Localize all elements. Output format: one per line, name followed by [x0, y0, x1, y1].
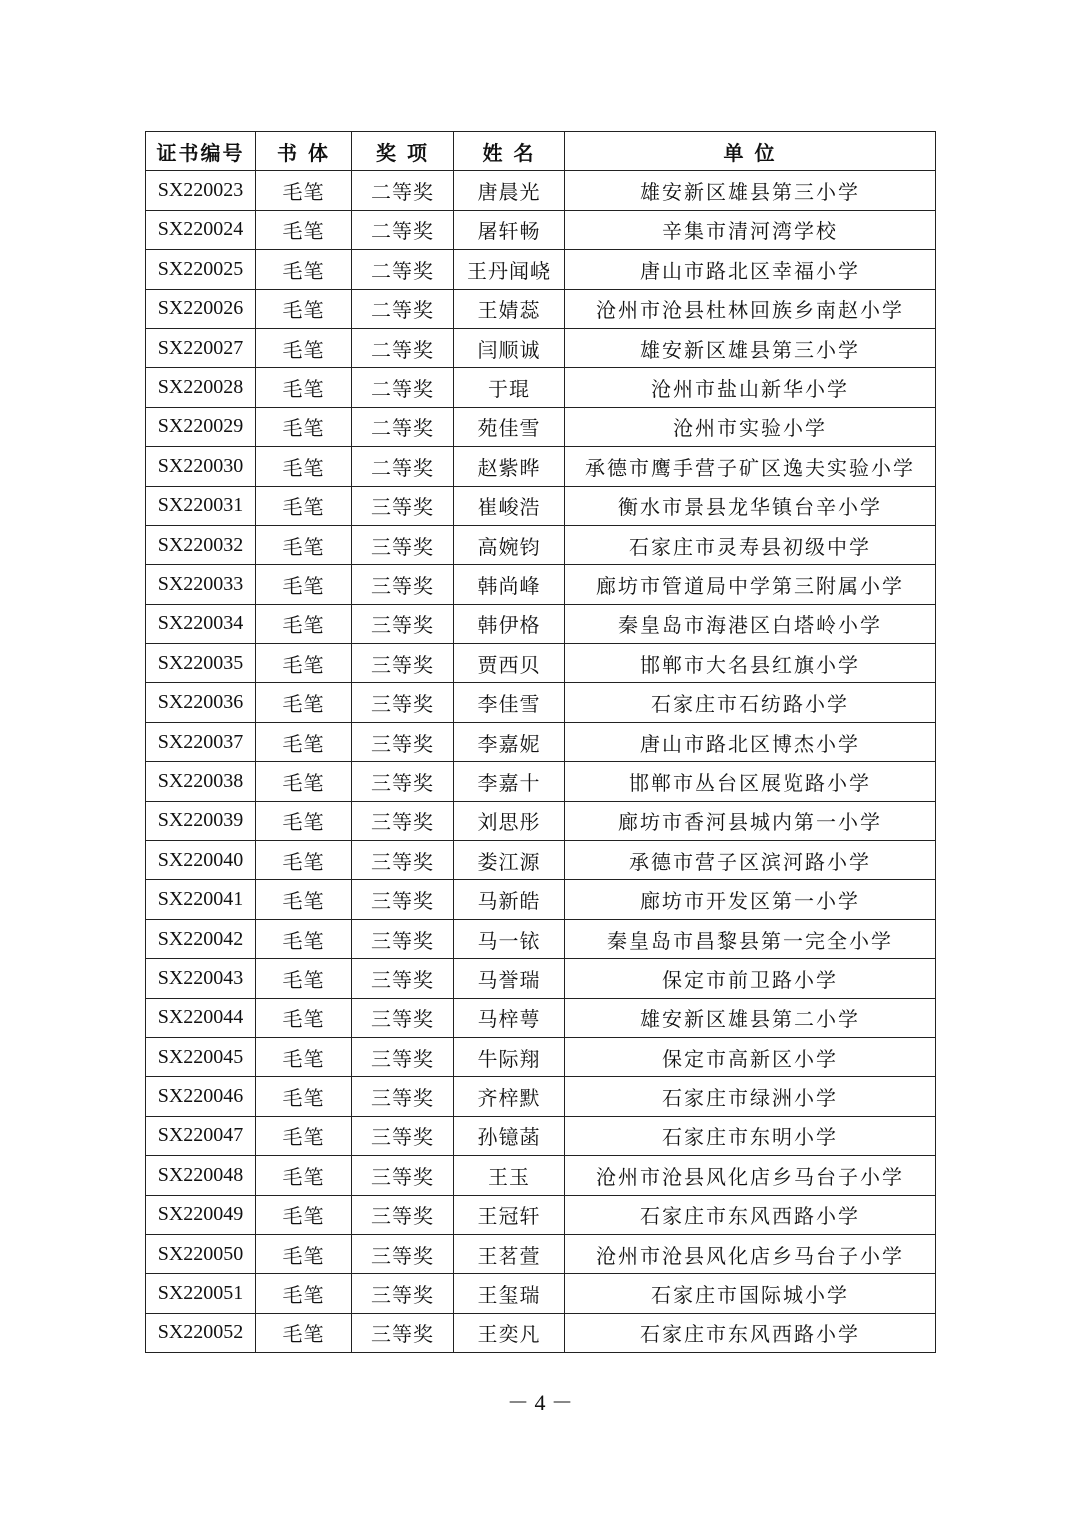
table-row — [146, 880, 936, 919]
table-row — [146, 998, 936, 1037]
unit-cell: 石家庄市东明小学 — [565, 1116, 936, 1155]
award-cell: 二等奖 — [352, 407, 454, 446]
unit-cell: 石家庄市东风西路小学 — [565, 1313, 936, 1352]
cert-number-cell: SX220036 — [146, 683, 256, 722]
script-type-cell: 毛笔 — [256, 407, 352, 446]
header-script-type: 书 体 — [256, 132, 352, 171]
table-row — [146, 1156, 936, 1195]
cert-number-cell: SX220037 — [146, 722, 256, 761]
cert-number-cell: SX220032 — [146, 525, 256, 564]
cert-number-cell: SX220050 — [146, 1234, 256, 1273]
script-type-cell: 毛笔 — [256, 1156, 352, 1195]
award-cell: 二等奖 — [352, 328, 454, 367]
award-cell: 三等奖 — [352, 683, 454, 722]
award-cell: 三等奖 — [352, 880, 454, 919]
award-cell: 三等奖 — [352, 1313, 454, 1352]
name-cell: 王玉 — [454, 1156, 565, 1195]
cert-number-cell: SX220048 — [146, 1156, 256, 1195]
award-cell: 二等奖 — [352, 447, 454, 486]
name-cell: 王婧蕊 — [454, 289, 565, 328]
award-cell: 三等奖 — [352, 1077, 454, 1116]
script-type-cell: 毛笔 — [256, 289, 352, 328]
unit-cell: 保定市前卫路小学 — [565, 959, 936, 998]
cert-number-cell: SX220052 — [146, 1313, 256, 1352]
table-row — [146, 1116, 936, 1155]
script-type-cell: 毛笔 — [256, 210, 352, 249]
script-type-cell: 毛笔 — [256, 959, 352, 998]
name-cell: 赵紫晔 — [454, 447, 565, 486]
unit-cell: 石家庄市国际城小学 — [565, 1274, 936, 1313]
unit-cell: 唐山市路北区博杰小学 — [565, 722, 936, 761]
script-type-cell: 毛笔 — [256, 328, 352, 367]
cert-number-cell: SX220029 — [146, 407, 256, 446]
unit-cell: 沧州市盐山新华小学 — [565, 368, 936, 407]
cert-number-cell: SX220041 — [146, 880, 256, 919]
script-type-cell: 毛笔 — [256, 1116, 352, 1155]
unit-cell: 邯郸市丛台区展览路小学 — [565, 762, 936, 801]
script-type-cell: 毛笔 — [256, 525, 352, 564]
table-row — [146, 841, 936, 880]
cert-number-cell: SX220033 — [146, 565, 256, 604]
table-row — [146, 368, 936, 407]
table-row — [146, 683, 936, 722]
cert-number-cell: SX220046 — [146, 1077, 256, 1116]
script-type-cell: 毛笔 — [256, 644, 352, 683]
script-type-cell: 毛笔 — [256, 447, 352, 486]
script-type-cell: 毛笔 — [256, 919, 352, 958]
cert-number-cell: SX220024 — [146, 210, 256, 249]
name-cell: 王奕凡 — [454, 1313, 565, 1352]
table-row — [146, 1234, 936, 1273]
cert-number-cell: SX220045 — [146, 1037, 256, 1076]
name-cell: 韩尚峰 — [454, 565, 565, 604]
unit-cell: 辛集市清河湾学校 — [565, 210, 936, 249]
unit-cell: 沧州市沧县风化店乡马台子小学 — [565, 1234, 936, 1273]
unit-cell: 沧州市沧县风化店乡马台子小学 — [565, 1156, 936, 1195]
award-cell: 三等奖 — [352, 1116, 454, 1155]
script-type-cell: 毛笔 — [256, 171, 352, 210]
award-cell: 三等奖 — [352, 919, 454, 958]
script-type-cell: 毛笔 — [256, 1313, 352, 1352]
table-body — [146, 171, 936, 1353]
script-type-cell: 毛笔 — [256, 1234, 352, 1273]
script-type-cell: 毛笔 — [256, 1037, 352, 1076]
unit-cell: 沧州市沧县杜林回族乡南赵小学 — [565, 289, 936, 328]
unit-cell: 石家庄市灵寿县初级中学 — [565, 525, 936, 564]
name-cell: 牛际翔 — [454, 1037, 565, 1076]
award-cell: 二等奖 — [352, 250, 454, 289]
cert-number-cell: SX220025 — [146, 250, 256, 289]
award-table — [145, 131, 936, 1353]
cert-number-cell: SX220038 — [146, 762, 256, 801]
table-row — [146, 447, 936, 486]
name-cell: 刘思彤 — [454, 801, 565, 840]
table-row — [146, 407, 936, 446]
name-cell: 李嘉十 — [454, 762, 565, 801]
script-type-cell: 毛笔 — [256, 486, 352, 525]
script-type-cell: 毛笔 — [256, 998, 352, 1037]
script-type-cell: 毛笔 — [256, 1195, 352, 1234]
name-cell: 韩伊格 — [454, 604, 565, 643]
cert-number-cell: SX220034 — [146, 604, 256, 643]
table-row — [146, 1313, 936, 1352]
cert-number-cell: SX220043 — [146, 959, 256, 998]
cert-number-cell: SX220039 — [146, 801, 256, 840]
unit-cell: 雄安新区雄县第三小学 — [565, 328, 936, 367]
unit-cell: 廊坊市开发区第一小学 — [565, 880, 936, 919]
award-cell: 三等奖 — [352, 762, 454, 801]
unit-cell: 雄安新区雄县第三小学 — [565, 171, 936, 210]
award-cell: 三等奖 — [352, 644, 454, 683]
table-row — [146, 604, 936, 643]
unit-cell: 承德市营子区滨河路小学 — [565, 841, 936, 880]
cert-number-cell: SX220042 — [146, 919, 256, 958]
cert-number-cell: SX220023 — [146, 171, 256, 210]
award-cell: 三等奖 — [352, 1037, 454, 1076]
script-type-cell: 毛笔 — [256, 1274, 352, 1313]
header-cert-number: 证书编号 — [146, 132, 256, 171]
script-type-cell: 毛笔 — [256, 801, 352, 840]
award-cell: 三等奖 — [352, 841, 454, 880]
cert-number-cell: SX220026 — [146, 289, 256, 328]
award-cell: 三等奖 — [352, 1195, 454, 1234]
award-cell: 二等奖 — [352, 289, 454, 328]
unit-cell: 秦皇岛市昌黎县第一完全小学 — [565, 919, 936, 958]
name-cell: 马一铱 — [454, 919, 565, 958]
cert-number-cell: SX220047 — [146, 1116, 256, 1155]
unit-cell: 廊坊市管道局中学第三附属小学 — [565, 565, 936, 604]
table-row — [146, 525, 936, 564]
page-number: － 4 － — [506, 1390, 573, 1415]
name-cell: 李佳雪 — [454, 683, 565, 722]
cert-number-cell: SX220051 — [146, 1274, 256, 1313]
table-row — [146, 328, 936, 367]
table-row — [146, 1195, 936, 1234]
cert-number-cell: SX220028 — [146, 368, 256, 407]
script-type-cell: 毛笔 — [256, 841, 352, 880]
name-cell: 娄江源 — [454, 841, 565, 880]
header-award: 奖 项 — [352, 132, 454, 171]
table-row — [146, 644, 936, 683]
table-row — [146, 801, 936, 840]
award-cell: 三等奖 — [352, 959, 454, 998]
name-cell: 贾西贝 — [454, 644, 565, 683]
name-cell: 唐晨光 — [454, 171, 565, 210]
table-row — [146, 171, 936, 210]
name-cell: 闫顺诚 — [454, 328, 565, 367]
table-row — [146, 565, 936, 604]
award-cell: 二等奖 — [352, 368, 454, 407]
award-cell: 三等奖 — [352, 486, 454, 525]
award-cell: 三等奖 — [352, 1156, 454, 1195]
unit-cell: 保定市高新区小学 — [565, 1037, 936, 1076]
script-type-cell: 毛笔 — [256, 604, 352, 643]
award-cell: 三等奖 — [352, 722, 454, 761]
unit-cell: 廊坊市香河县城内第一小学 — [565, 801, 936, 840]
name-cell: 孙镱菡 — [454, 1116, 565, 1155]
name-cell: 于琨 — [454, 368, 565, 407]
table-row — [146, 1037, 936, 1076]
award-cell: 二等奖 — [352, 171, 454, 210]
name-cell: 马梓萼 — [454, 998, 565, 1037]
header-name: 姓 名 — [454, 132, 565, 171]
name-cell: 马誉瑞 — [454, 959, 565, 998]
award-cell: 三等奖 — [352, 525, 454, 564]
header-unit: 单 位 — [565, 132, 936, 171]
unit-cell: 石家庄市东风西路小学 — [565, 1195, 936, 1234]
name-cell: 马新皓 — [454, 880, 565, 919]
table-row — [146, 210, 936, 249]
script-type-cell: 毛笔 — [256, 1077, 352, 1116]
cert-number-cell: SX220044 — [146, 998, 256, 1037]
name-cell: 崔峻浩 — [454, 486, 565, 525]
cert-number-cell: SX220049 — [146, 1195, 256, 1234]
table-row — [146, 959, 936, 998]
name-cell: 王玺瑞 — [454, 1274, 565, 1313]
table-row — [146, 919, 936, 958]
table-row — [146, 1077, 936, 1116]
name-cell: 屠轩畅 — [454, 210, 565, 249]
script-type-cell: 毛笔 — [256, 368, 352, 407]
script-type-cell: 毛笔 — [256, 722, 352, 761]
unit-cell: 雄安新区雄县第二小学 — [565, 998, 936, 1037]
cert-number-cell: SX220040 — [146, 841, 256, 880]
unit-cell: 邯郸市大名县红旗小学 — [565, 644, 936, 683]
unit-cell: 沧州市实验小学 — [565, 407, 936, 446]
unit-cell: 承德市鹰手营子矿区逸夫实验小学 — [565, 447, 936, 486]
table-row — [146, 289, 936, 328]
table-row — [146, 486, 936, 525]
unit-cell: 衡水市景县龙华镇台辛小学 — [565, 486, 936, 525]
award-cell: 三等奖 — [352, 565, 454, 604]
cert-number-cell: SX220035 — [146, 644, 256, 683]
table-row — [146, 762, 936, 801]
script-type-cell: 毛笔 — [256, 683, 352, 722]
table-row — [146, 722, 936, 761]
name-cell: 高婉钧 — [454, 525, 565, 564]
name-cell: 齐梓默 — [454, 1077, 565, 1116]
cert-number-cell: SX220027 — [146, 328, 256, 367]
award-cell: 三等奖 — [352, 801, 454, 840]
cert-number-cell: SX220031 — [146, 486, 256, 525]
script-type-cell: 毛笔 — [256, 250, 352, 289]
award-cell: 三等奖 — [352, 1274, 454, 1313]
table-row — [146, 1274, 936, 1313]
unit-cell: 石家庄市石纺路小学 — [565, 683, 936, 722]
script-type-cell: 毛笔 — [256, 762, 352, 801]
unit-cell: 石家庄市绿洲小学 — [565, 1077, 936, 1116]
name-cell: 王丹闻峣 — [454, 250, 565, 289]
award-cell: 三等奖 — [352, 1234, 454, 1273]
name-cell: 苑佳雪 — [454, 407, 565, 446]
unit-cell: 秦皇岛市海港区白塔岭小学 — [565, 604, 936, 643]
name-cell: 李嘉妮 — [454, 722, 565, 761]
name-cell: 王冠轩 — [454, 1195, 565, 1234]
award-cell: 三等奖 — [352, 998, 454, 1037]
award-cell: 二等奖 — [352, 210, 454, 249]
name-cell: 王茗萱 — [454, 1234, 565, 1273]
table-row — [146, 250, 936, 289]
script-type-cell: 毛笔 — [256, 880, 352, 919]
header-row — [146, 132, 936, 171]
award-cell: 三等奖 — [352, 604, 454, 643]
script-type-cell: 毛笔 — [256, 565, 352, 604]
cert-number-cell: SX220030 — [146, 447, 256, 486]
unit-cell: 唐山市路北区幸福小学 — [565, 250, 936, 289]
